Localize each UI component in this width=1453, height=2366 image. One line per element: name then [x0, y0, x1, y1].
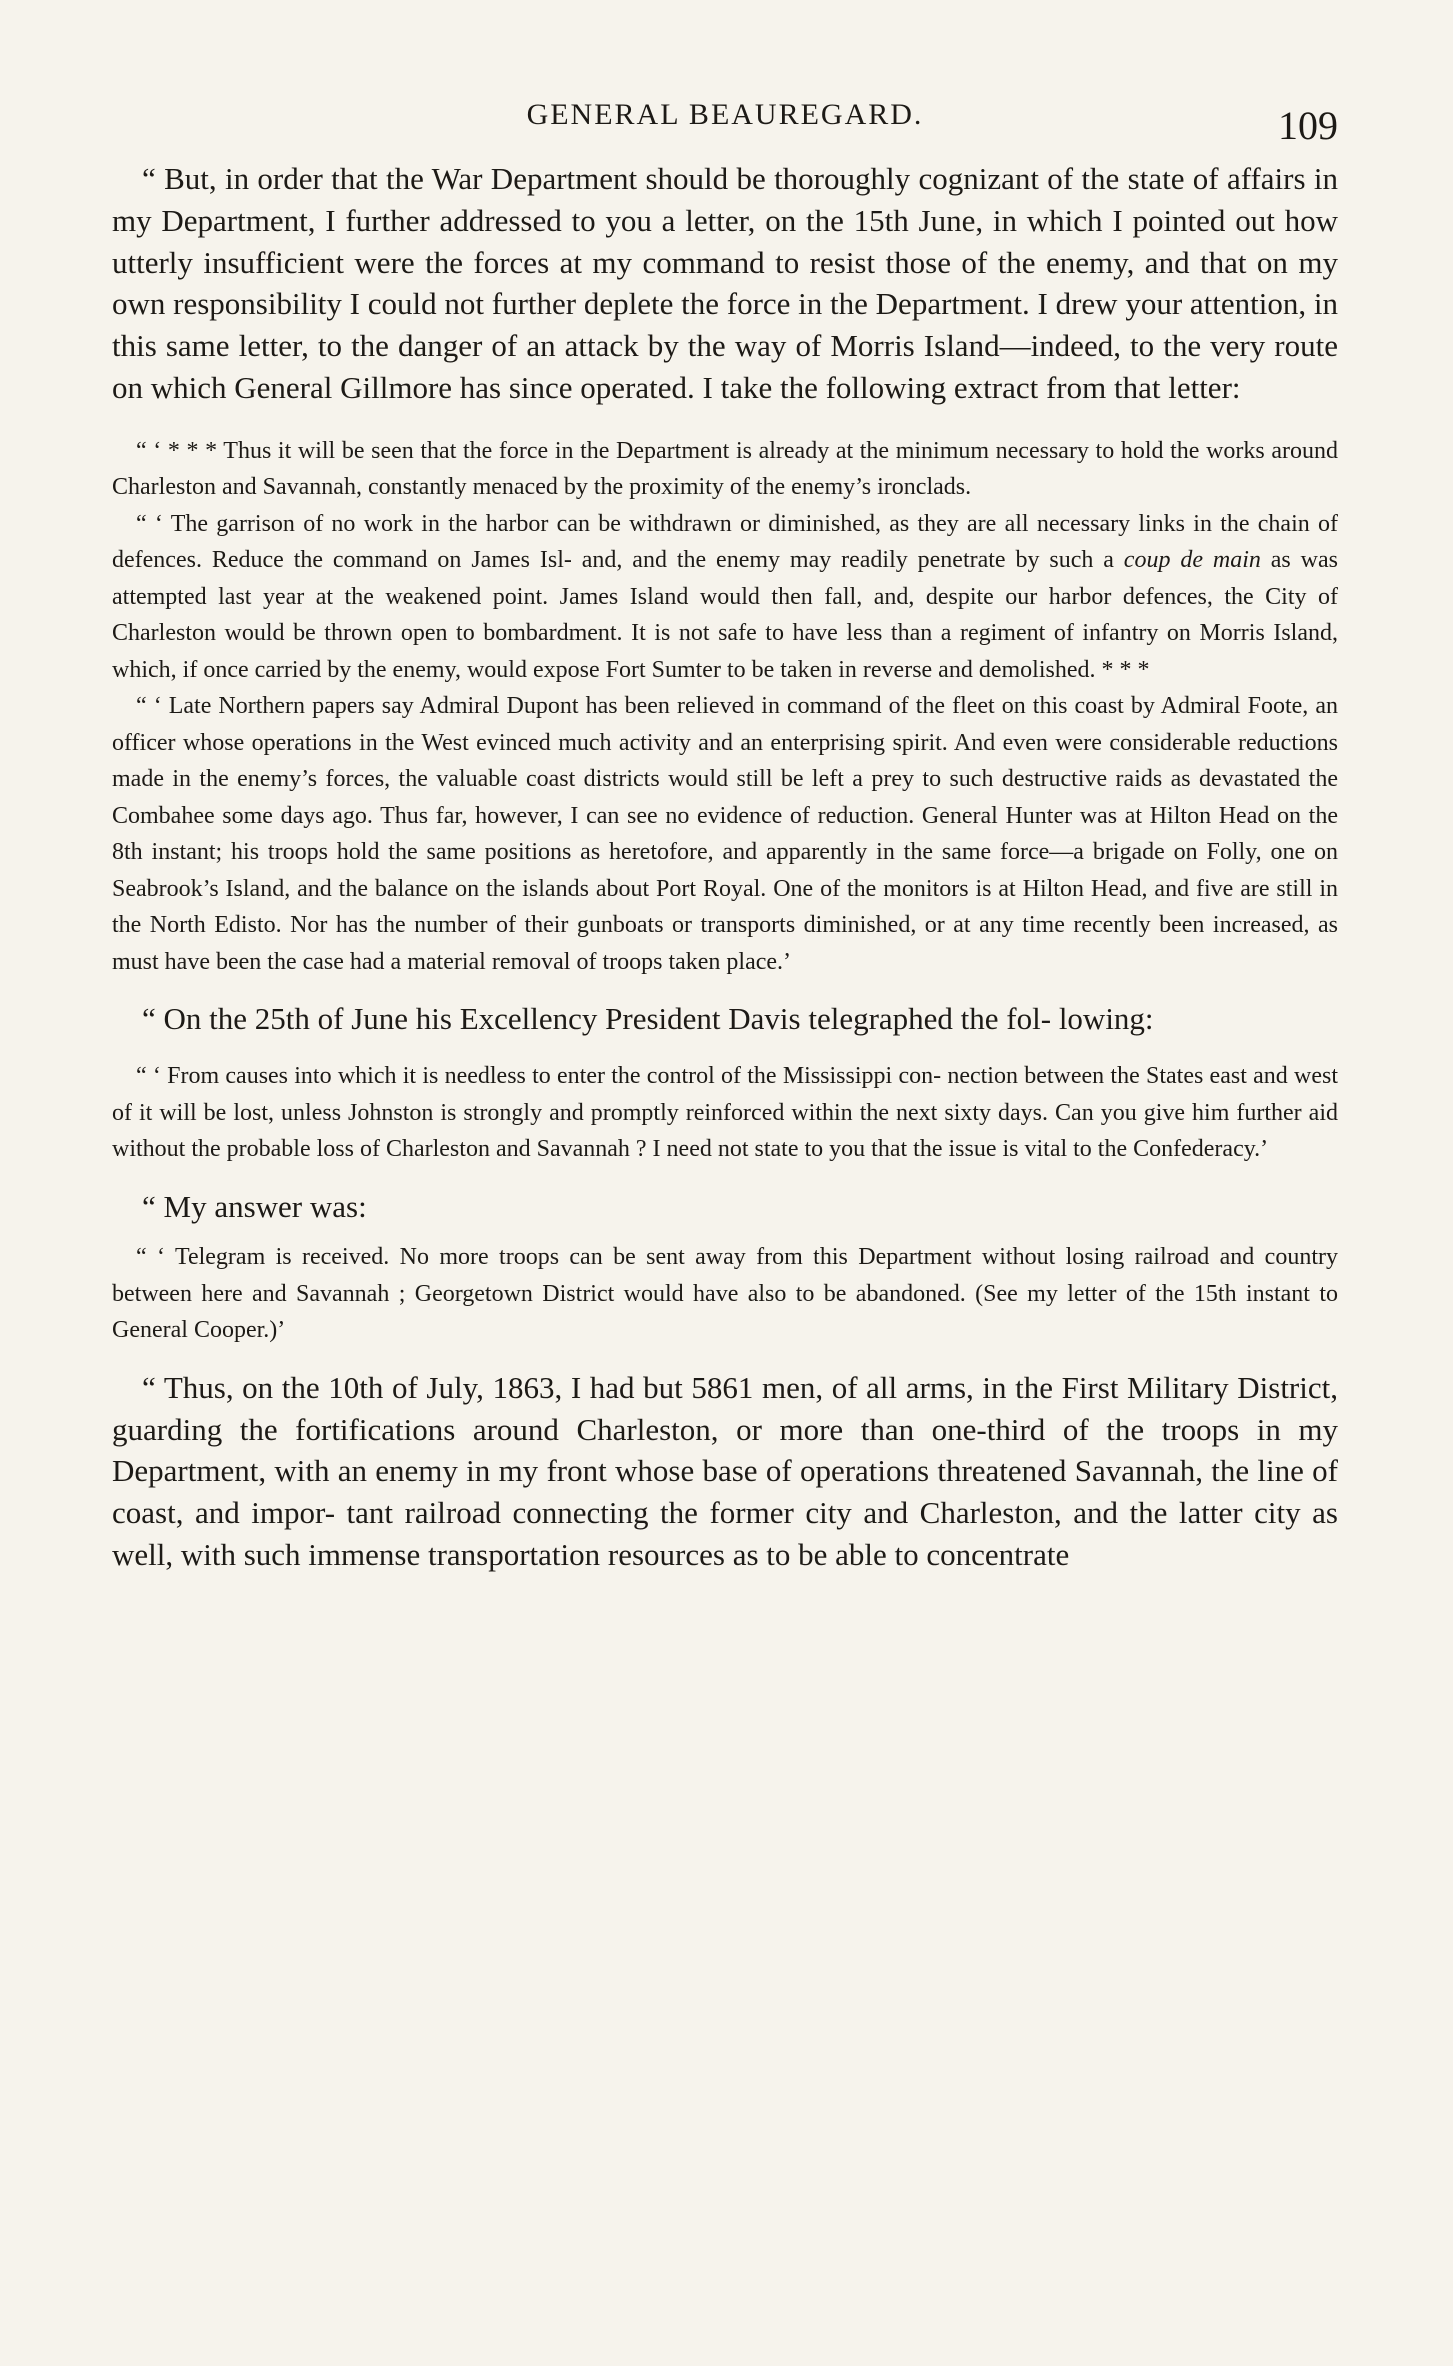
quote-extract-1: “ ‘ * * * Thus it will be seen that the force in the Department is already at the minimum necessary to hold the works around Charleston and Savannah, constantly menaced by the proximity of the enemy’s ironclads. — [112, 437, 1338, 501]
quote-extract-2 — [112, 506, 1338, 689]
paragraph-letter-intro: “ But, in order that the War Department should be thoroughly cognizant of the state of affairs in my Department, I further addressed to you a letter, on the 15th June, in which I pointed out how utterly insufficient were the forces at my command to resist those of the enemy, and that on my own responsibility I could not further deplete the force in the Department. I drew your attention, in this same letter, to the danger of an attack by the way of Morris Island—indeed, to the very route on which General Gillmore has since operated. I take the following extract from that letter: — [112, 161, 1338, 405]
paragraph-davis-telegram: “ On the 25th of June his Excellency President Davis telegraphed the fol- lowing: — [142, 1001, 1154, 1037]
quote-extract-2-italic: coup de main — [1123, 547, 1261, 574]
running-head — [112, 98, 1338, 158]
quote-davis-telegram: “ ‘ From causes into which it is needless to enter the control of the Mississippi con- nection between the States east and west of it will be lost, unless Johnston is strongly and promptly reinforced within the next sixty days. Can you give him further aid without the probable loss of Charleston and Savannah ? I need not state to you that the issue is vital to the Confederacy.’ — [112, 1063, 1338, 1163]
quote-extract-2-text-a: “ ‘ The garrison of no work in the harbor can be withdrawn or diminished, as they are all necessary links in the chain of defences. Reduce the command on James Isl- and, and the enemy may readily penetrate by such a — [112, 510, 1338, 574]
quote-extract-3: “ ‘ Late Northern papers say Admiral Dupont has been relieved in command of the fleet on this coast by Admiral Foote, an officer whose operations in the West evinced much activity and an enterprising spirit. And even were considerable reductions made in the enemy’s forces, the valuable coast districts would still be left a prey to such destructive raids as devastated the Combahee some days ago. Thus far, however, I can see no evidence of reduction. General Hunter was at Hilton Head on the 8th instant; his troops hold the same positions as heretofore, and apparently in the same force—a brigade on Folly, one on Seabrook’s Island, and the balance on the islands about Port Royal. One of the monitors is at Hilton Head, and five are still in the North Edisto. Nor has the number of their gunboats or transports diminished, or at any time recently been increased, as must have been the case had a material removal of troops taken place.’ — [112, 693, 1338, 975]
paragraph-july-troops: “ Thus, on the 10th of July, 1863, I had but 5861 men, of all arms, in the First Military District, guarding the fortifications around Charleston, or more than one-third of the troops in my Department, with an enemy in my front whose base of operations threatened Savannah, the line of coast, and impor- tant railroad connecting the former city and Charleston, and the latter city as well, with such immense transportation resources as to be able to concentrate — [112, 1369, 1338, 1573]
page-number: 109 — [1278, 103, 1338, 148]
quote-answer-telegram: “ ‘ Telegram is received. No more troops can be sent away from this Department without losing railroad and country between here and Savannah ; Georgetown District would have also to be abandoned. (See my letter of the 15th instant to General Cooper.)’ — [112, 1244, 1338, 1344]
quote-extract-2-text-b: as was attempted last year at the weakened point. James Island would then fall, and, despite our harbor defences, the City of Charleston would be thrown open to bombardment. It is not safe to have less than a regiment of infantry on Morris Island, which, if once carried by the enemy, would expose Fort Sumter to be taken in reverse and demolished. * * * — [112, 547, 1338, 683]
paragraph-answer: “ My answer was: — [142, 1188, 367, 1224]
running-title: GENERAL BEAUREGARD. — [526, 98, 924, 131]
